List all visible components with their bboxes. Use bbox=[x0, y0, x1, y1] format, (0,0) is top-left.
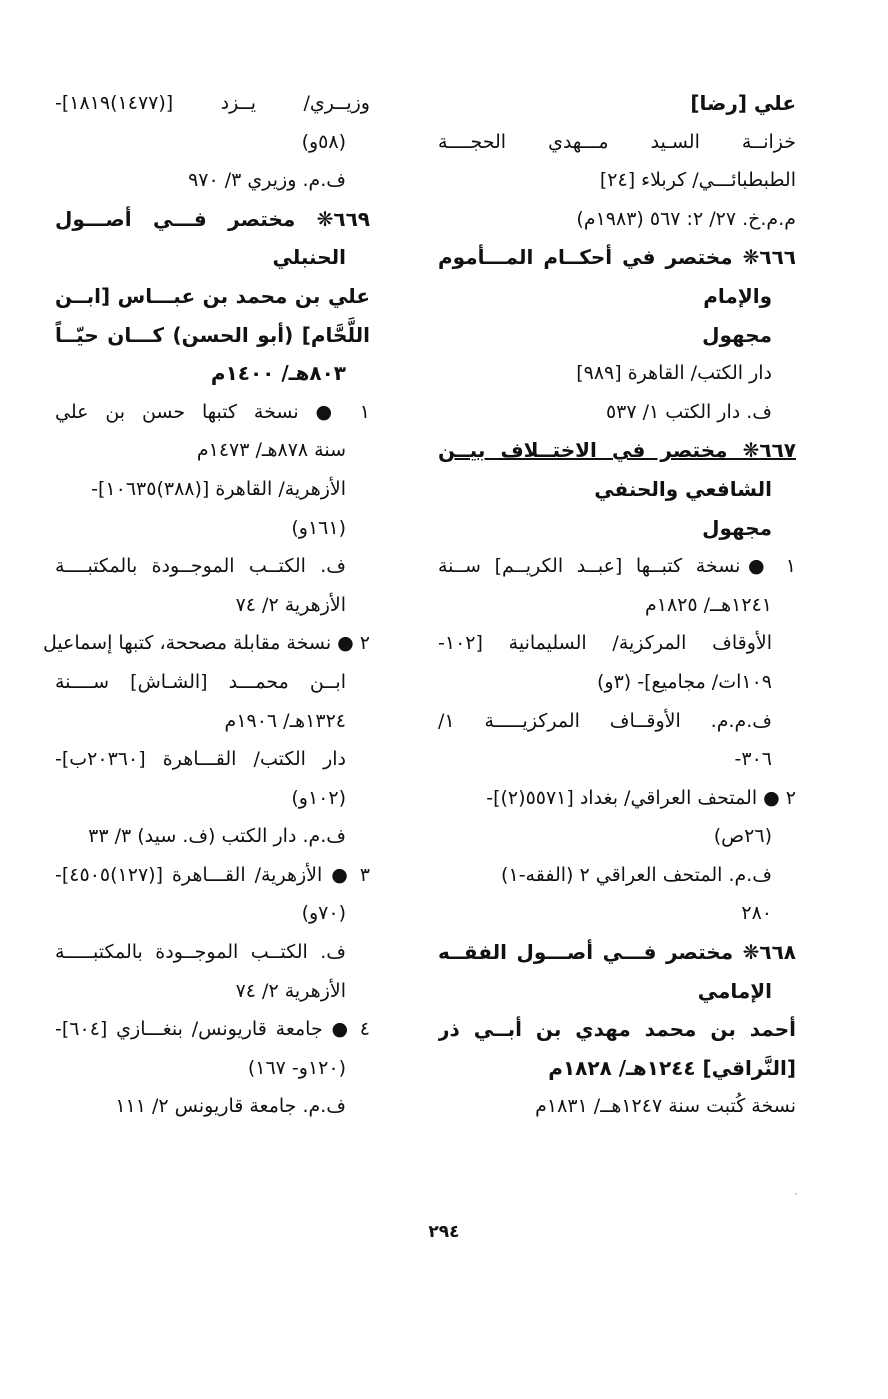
left-column-line: ٤ ● جامعة قاريونس/ بنغـــازي [٦٠٤]- bbox=[55, 1018, 370, 1041]
left-column-line: سنة ٨٧٨هـ/ ١٤٧٣م bbox=[196, 439, 346, 462]
right-column-line: ف. دار الكتب ١/ ٥٣٧ bbox=[605, 400, 772, 423]
left-column-line: وزيــري/ يــزد [(١٤٧٧)١٨١٩]- bbox=[55, 92, 370, 114]
left-column-line: علي بن محمد بن عبـــاس [ابــن bbox=[55, 283, 370, 308]
left-column-line: ابــن محمـــد [الشـاش] ســــنة bbox=[55, 670, 346, 693]
left-column-line: (١٢٠و- ١٦٧) bbox=[247, 1056, 346, 1079]
left-column bbox=[42, 84, 370, 1126]
right-column-line: ف.م. المتحف العراقي ٢ (الفقه-١) bbox=[501, 863, 772, 886]
left-column-line: ف. الكتــب الموجــودة بالمكتبـــــة bbox=[55, 941, 346, 964]
left-column-line: الأزهرية ٢/ ٧٤ bbox=[235, 593, 346, 616]
left-column-line: الحنبلي bbox=[272, 245, 346, 270]
right-column-line: ٢٨٠ bbox=[741, 902, 772, 925]
left-column-line: ف.م. دار الكتب (ف. سيد) ٣/ ٣٣ bbox=[88, 825, 346, 848]
left-column-line: (١٠٢و) bbox=[291, 786, 346, 809]
right-column-line: نسخة كُتبت سنة ١٢٤٧هــ/ ١٨٣١م bbox=[535, 1095, 796, 1118]
right-column-line: مجهول bbox=[702, 515, 772, 540]
right-column-line: (٢٦ص) bbox=[713, 825, 772, 848]
left-column-line: ٨٠٣هـ/ ١٤٠٠م bbox=[210, 361, 346, 386]
left-column-line: ف. الكتــب الموجــودة بالمكتبــــة bbox=[55, 555, 346, 578]
right-column-line: ٦٦٨❋ مختصر فـــي أصـــول الفقــه bbox=[438, 940, 796, 965]
left-column-line: اللَّحَّام] (أبو الحسن) كـــان حيّــاً bbox=[55, 322, 370, 347]
left-column-line: ١ ● نسخة كتبها حسن بن علي bbox=[55, 400, 370, 423]
right-column-line: ١٠٩ات/ مجاميع]- (٣و) bbox=[596, 670, 772, 693]
right-column-line: دار الكتب/ القاهرة [٩٨٩] bbox=[576, 362, 772, 385]
right-column-line: الطبطبائـــي/ كربلاء [٢٤] bbox=[599, 169, 796, 192]
left-column-line: ٣ ● الأزهرية/ القـــاهرة [(١٢٧)٤٥٠٥]- bbox=[55, 863, 370, 886]
left-column-line: (١٦١و) bbox=[291, 516, 346, 539]
right-column-line: ف.م.م. الأوقــاف المركزيـــــة ١/ bbox=[438, 709, 772, 732]
speck-mark bbox=[795, 1193, 797, 1195]
left-column-line: (٧٠و) bbox=[301, 902, 346, 925]
right-column-line: ١ ●نسخة كتبــها [عبــد الكريــم] ســنة bbox=[438, 555, 796, 578]
page-number: ٢٩٤ bbox=[428, 1222, 460, 1242]
left-column-line: (٥٨و) bbox=[301, 130, 346, 153]
left-column-line: ١٣٢٤هـ/ ١٩٠٦م bbox=[224, 709, 346, 732]
right-column-line: الأوقاف المركزية/ السليمانية [١٠٢- bbox=[438, 632, 772, 655]
left-column-line: ف.م. وزيري ٣/ ٩٧٠ bbox=[188, 169, 346, 192]
left-column-line: دار الكتب/ القـــاهرة [٢٠٣٦٠ب]- bbox=[55, 748, 346, 771]
left-column-line: ٦٦٩❋ مختصر فـــي أصـــول bbox=[55, 206, 370, 231]
right-column-line: والإمام bbox=[703, 283, 772, 308]
right-column-line: ١٢٤١هــ/ ١٨٢٥م bbox=[644, 593, 772, 616]
right-column-line: ٦٦٧❋ مختصر في الاختــلاف بيــن bbox=[438, 438, 796, 463]
right-column-line: م.م.خ. ٢٧/ ٢: ٥٦٧ (١٩٨٣م) bbox=[576, 207, 796, 230]
right-column-line: الشافعي والحنفي bbox=[594, 476, 772, 501]
left-column-line: الأزهرية ٢/ ٧٤ bbox=[235, 979, 346, 1002]
right-column-line: الإمامي bbox=[697, 978, 772, 1003]
right-column-line: خزانــة السـيد مـــهدي الحجــــة bbox=[438, 130, 796, 153]
right-column-line: ٣٠٦- bbox=[734, 748, 772, 771]
left-column-line: ف.م. جامعة قاريونس ٢/ ١١١ bbox=[115, 1095, 346, 1118]
right-column bbox=[438, 84, 796, 1126]
left-column-line: ٢ ● نسخة مقابلة مصححة، كتبها إسماعيل bbox=[42, 632, 370, 655]
right-column-line: ٦٦٦❋ مختصر في أحكــام المـــأموم bbox=[438, 245, 796, 270]
right-column-line: [النَّراقي] ١٢٤٤هـ/ ١٨٢٨م bbox=[548, 1055, 796, 1080]
right-column-line: علي [رضا] bbox=[690, 91, 796, 115]
right-column-line: أحمد بن محمد مهدي بن أبــي ذر bbox=[438, 1017, 796, 1042]
left-column-line: الأزهرية/ القاهرة [(٣٨٨)١٠٦٣٥]- bbox=[91, 477, 346, 500]
right-column-line: مجهول bbox=[702, 322, 772, 347]
right-column-line: ٢ ● المتحف العراقي/ بغداد [٥٥٧١(٢)]- bbox=[486, 786, 796, 809]
